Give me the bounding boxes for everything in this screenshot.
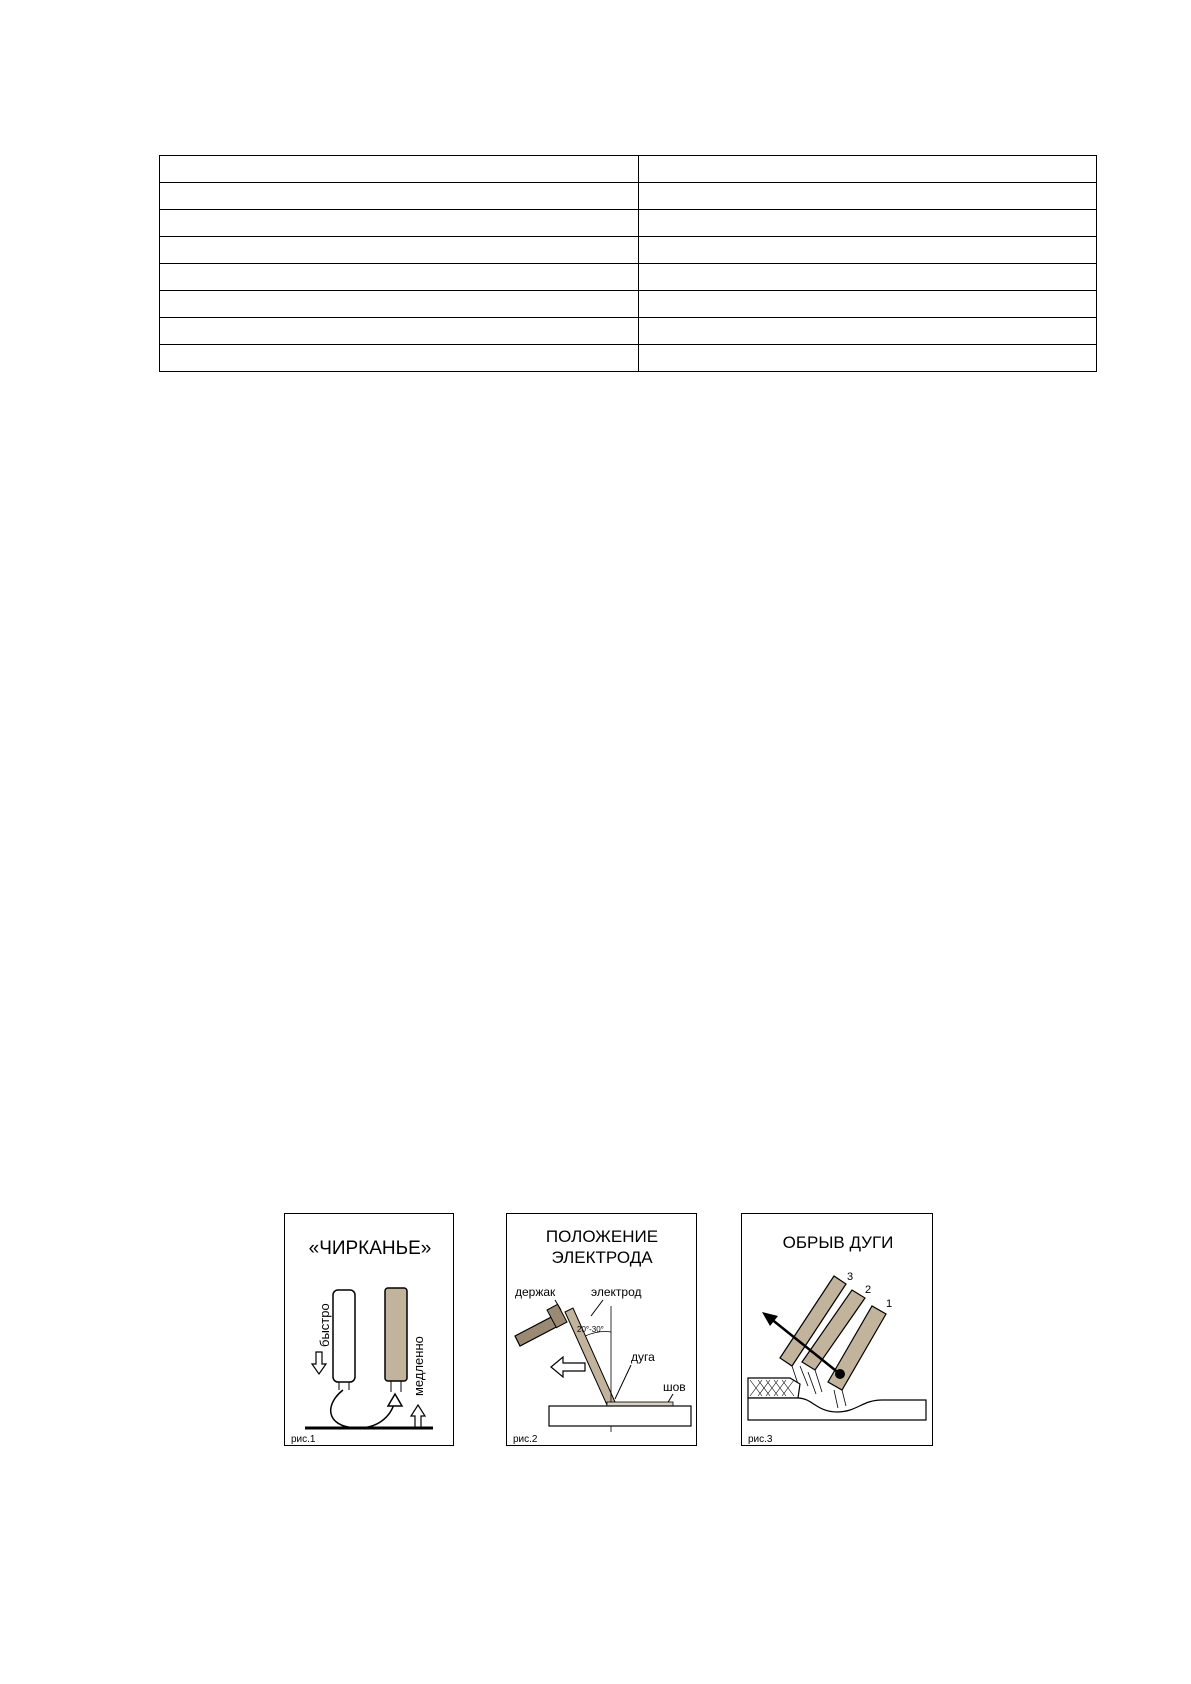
label-slow: медленно bbox=[411, 1336, 426, 1396]
electrode-fast bbox=[333, 1290, 355, 1382]
fig3-caption: рис.3 bbox=[748, 1434, 773, 1445]
label-fast: быстро bbox=[317, 1303, 332, 1347]
spec-table bbox=[159, 155, 1097, 372]
table-cell bbox=[160, 318, 639, 345]
table-row bbox=[160, 210, 1097, 237]
table-cell bbox=[639, 264, 1097, 291]
label-position-3: 3 bbox=[847, 1271, 854, 1283]
table-cell bbox=[160, 291, 639, 318]
table-row bbox=[160, 156, 1097, 183]
fig2-title-line1: ПОЛОЖЕНИЕ bbox=[545, 1227, 659, 1246]
table-cell bbox=[160, 156, 639, 183]
label-holder: держак bbox=[515, 1285, 556, 1299]
fig2-caption: рис.2 bbox=[513, 1434, 538, 1445]
fig1-title: «ЧИРКАНЬЕ» bbox=[308, 1238, 432, 1259]
electrode-slow bbox=[385, 1288, 407, 1381]
table-cell bbox=[160, 264, 639, 291]
table-cell bbox=[639, 210, 1097, 237]
table-cell bbox=[160, 210, 639, 237]
table-row bbox=[160, 264, 1097, 291]
strike-motion-arrow bbox=[331, 1390, 395, 1428]
arrow-down-icon bbox=[312, 1352, 326, 1374]
table-cell bbox=[160, 345, 639, 372]
table-cell bbox=[639, 318, 1097, 345]
arrow-up-icon bbox=[411, 1405, 425, 1428]
electrode bbox=[565, 1308, 615, 1405]
fig1-caption: рис.1 bbox=[291, 1434, 316, 1445]
table-row bbox=[160, 345, 1097, 372]
fig3-title: ОБРЫВ ДУГИ bbox=[782, 1233, 894, 1252]
table-cell bbox=[639, 183, 1097, 210]
label-arc: дуга bbox=[631, 1350, 655, 1364]
fig2-title-line2: ЭЛЕКТРОДА bbox=[551, 1248, 653, 1267]
label-position-2: 2 bbox=[865, 1284, 872, 1296]
label-position-1: 1 bbox=[886, 1298, 893, 1310]
figure-striking bbox=[284, 1213, 454, 1446]
arrow-left-icon bbox=[551, 1357, 585, 1377]
workpiece bbox=[549, 1406, 691, 1426]
table-cell bbox=[639, 345, 1097, 372]
table-cell bbox=[639, 291, 1097, 318]
table-cell bbox=[639, 237, 1097, 264]
table-row bbox=[160, 183, 1097, 210]
table-cell bbox=[160, 183, 639, 210]
label-seam: шов bbox=[663, 1380, 686, 1394]
table-row bbox=[160, 291, 1097, 318]
label-angle: 20°-30° bbox=[577, 1325, 604, 1334]
figure-arc-break bbox=[741, 1213, 933, 1446]
table-cell bbox=[639, 156, 1097, 183]
table-cell bbox=[160, 237, 639, 264]
label-electrode: электрод bbox=[591, 1285, 642, 1299]
figure-electrode-position bbox=[506, 1213, 697, 1446]
workpiece bbox=[748, 1398, 926, 1420]
table-row bbox=[160, 237, 1097, 264]
table-row bbox=[160, 318, 1097, 345]
